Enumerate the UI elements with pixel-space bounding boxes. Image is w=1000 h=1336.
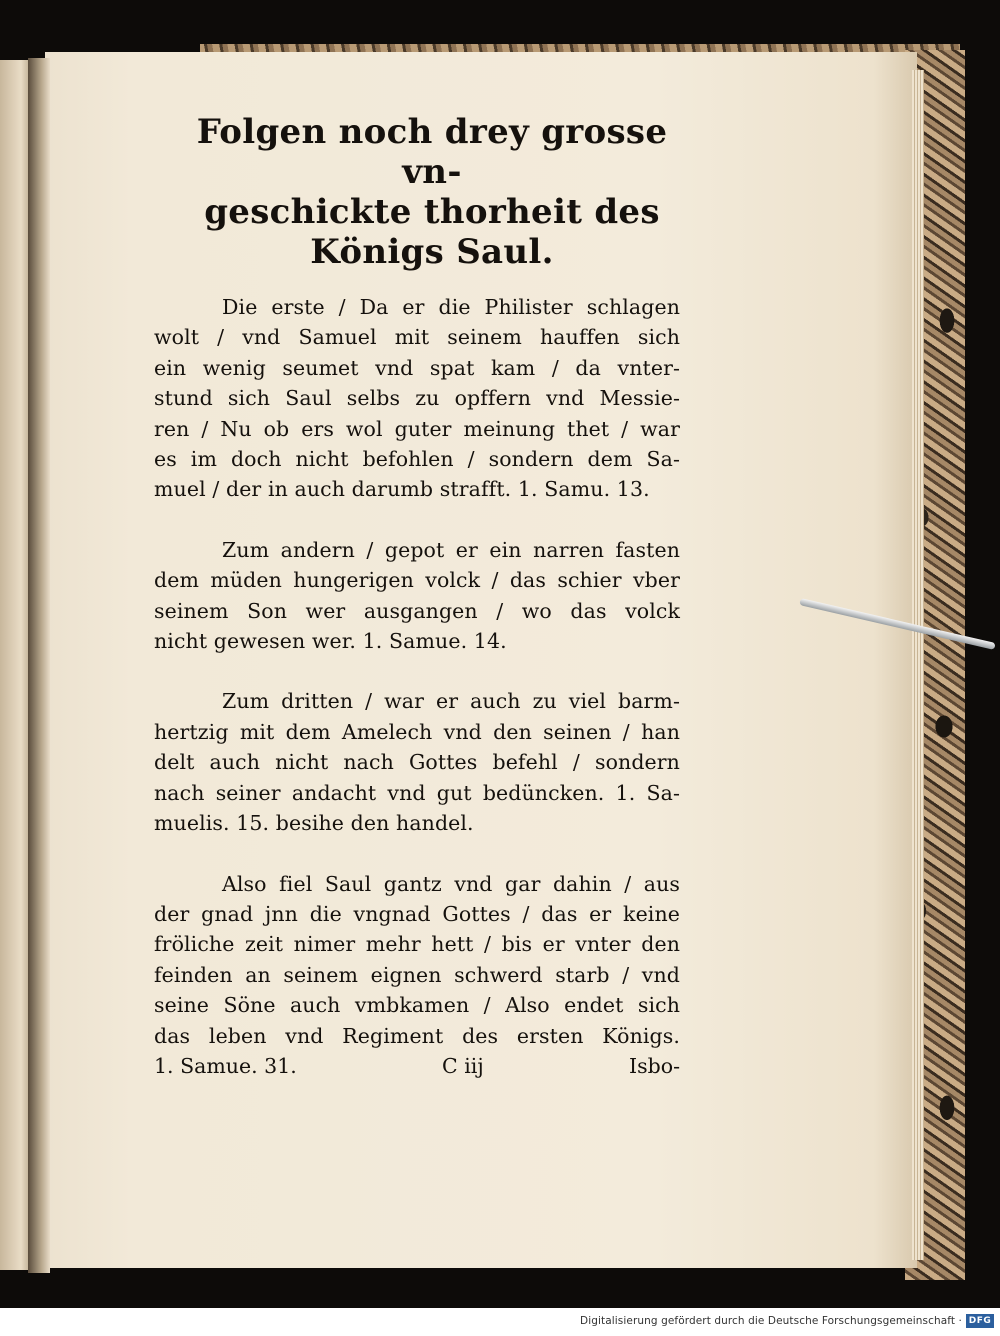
paragraph-4 (154, 869, 680, 1051)
paragraph-3 (154, 686, 680, 838)
left-page-edge (0, 60, 30, 1270)
text-line: es im doch nicht befohlen / sondern dem Sa- (154, 447, 680, 472)
text-line: muelis. 15. besihe den handel. (154, 811, 474, 836)
gutter-shadow (28, 58, 50, 1273)
catchword: Isbo- (628, 1053, 680, 1078)
text-line: der gnad jnn die vngnad Gottes / das er keine (154, 901, 680, 926)
text-line: ein wenig seumet vnd spat kam / da vnter- (154, 355, 680, 380)
text-line: delt auch nicht nach Gottes befehl / sondern (154, 750, 680, 775)
text-line: seine Söne auch vmbkamen / Also endet sich (154, 993, 680, 1018)
paragraph-1 (154, 292, 680, 505)
dfg-logo-icon: DFG (966, 1314, 994, 1328)
text-line: Zum dritten / war er auch zu viel barm- (222, 689, 680, 714)
final-line (154, 1051, 680, 1081)
text-line: Also fiel Saul gantz vnd gar dahin / aus (222, 871, 680, 896)
text-line: nach seiner andacht vnd gut bedüncken. 1. Sa- (154, 780, 680, 805)
text-line: seinem Son wer ausgangen / wo das volck (154, 598, 680, 623)
text-line: hertzig mit dem Amelech vnd den seinen / han (154, 719, 680, 744)
footer-bar (0, 1308, 1000, 1336)
text-line: ren / Nu ob ers wol guter meinung thet / war (154, 416, 680, 441)
text-line: feinden an seinem eignen schwerd starb / vnd (154, 962, 680, 987)
text-line: wolt / vnd Samuel mit seinem hauffen sich (154, 325, 680, 350)
footer-credit: Digitalisierung gefördert durch die Deutsche Forschungsgemeinschaft · (580, 1315, 962, 1327)
text-line: dem müden hungerigen volck / das schier vber (154, 568, 680, 593)
title-line: geschickte thorheit des (204, 192, 660, 232)
text-line: nicht gewesen wer. 1. Samue. 14. (154, 629, 507, 654)
text-line: Zum andern / gepot er ein narren fasten (222, 537, 680, 562)
title-line: Königs Saul. (310, 232, 554, 272)
text-line: muel / der in auch darumb strafft. 1. Samu. 13. (154, 477, 650, 502)
bible-reference: 1. Samue. 31. (154, 1053, 297, 1078)
signature-mark: C iij (442, 1053, 484, 1078)
paragraph-2 (154, 535, 680, 657)
title-line: Folgen noch drey grosse vn- (196, 112, 668, 192)
text-line: stund sich Saul selbs zu opffern vnd Messie- (154, 386, 680, 411)
text-line: das leben vnd Regiment des ersten Königs. (154, 1023, 680, 1048)
page-title (154, 112, 680, 272)
page-edge (912, 70, 924, 1260)
text-line: fröliche zeit nimer mehr hett / bis er vnter den (154, 932, 680, 957)
text-line: Die erste / Da er die Philister schlagen (222, 295, 680, 319)
text-block (154, 112, 680, 1081)
